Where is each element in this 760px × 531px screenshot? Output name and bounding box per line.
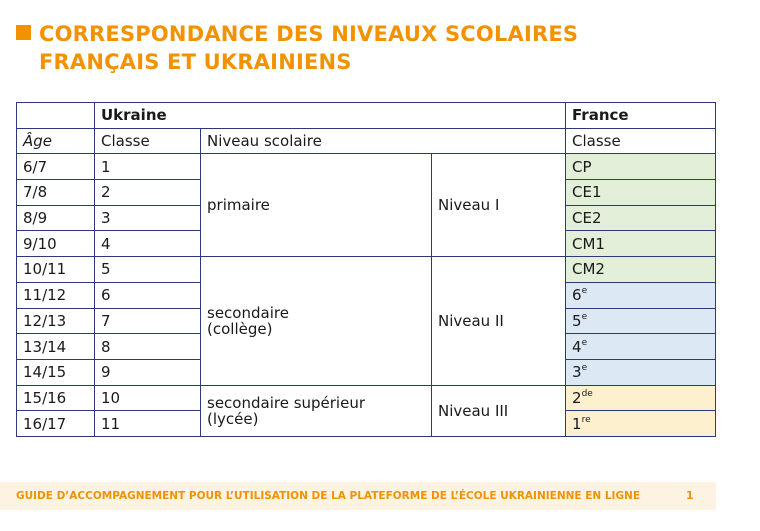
title-line-1: CORRESPONDANCE DES NIVEAUX SCOLAIRES <box>39 22 579 46</box>
table-row <box>17 257 716 283</box>
classe-cell: 11 <box>95 411 201 437</box>
scolaire-text: secondaire <box>207 303 289 322</box>
classe-cell: 10 <box>95 385 201 411</box>
niveau-cell: Niveau II <box>432 257 566 385</box>
scolaire-subtext: (collège) <box>207 319 273 338</box>
title-line-2: FRANÇAIS ET UKRAINIENS <box>39 50 352 74</box>
fr-classe-cell: CE1 <box>566 180 716 206</box>
table-subheader-row <box>17 128 716 154</box>
col-classe-fr: Classe <box>566 128 716 154</box>
classe-cell: 8 <box>95 334 201 360</box>
col-niveau-scolaire: Niveau scolaire <box>201 128 566 154</box>
table-header-row <box>17 103 716 129</box>
header-ukraine: Ukraine <box>95 103 566 129</box>
footer-text: GUIDE D’ACCOMPAGNEMENT POUR L’UTILISATION DE LA PLATEFORME DE L’ÉCOLE UKRAINIENNE EN LIGNE <box>16 490 641 502</box>
fr-classe-cell: 4e <box>566 334 716 360</box>
fr-classe-cell: 1re <box>566 411 716 437</box>
page-title <box>16 20 716 76</box>
age-cell: 11/12 <box>17 282 95 308</box>
footer-bar <box>0 482 716 510</box>
age-cell: 8/9 <box>17 205 95 231</box>
classe-cell: 9 <box>95 359 201 385</box>
classe-cell: 7 <box>95 308 201 334</box>
table-row <box>17 154 716 180</box>
age-cell: 9/10 <box>17 231 95 257</box>
fr-classe-cell: 6e <box>566 282 716 308</box>
orange-square-icon <box>16 25 31 40</box>
fr-classe-cell: 5e <box>566 308 716 334</box>
scolaire-cell <box>201 385 432 436</box>
age-cell: 14/15 <box>17 359 95 385</box>
page-number: 1 <box>686 489 694 502</box>
scolaire-text: primaire <box>207 196 270 215</box>
classe-cell: 4 <box>95 231 201 257</box>
header-france: France <box>566 103 716 129</box>
age-cell: 15/16 <box>17 385 95 411</box>
age-cell: 13/14 <box>17 334 95 360</box>
niveau-cell: Niveau I <box>432 154 566 257</box>
fr-classe-cell: CP <box>566 154 716 180</box>
fr-classe-cell: CE2 <box>566 205 716 231</box>
age-cell: 7/8 <box>17 180 95 206</box>
scolaire-text: secondaire supérieur <box>207 393 365 412</box>
col-classe: Classe <box>95 128 201 154</box>
classe-cell: 6 <box>95 282 201 308</box>
age-cell: 16/17 <box>17 411 95 437</box>
level-correspondence-table <box>16 102 716 437</box>
classe-cell: 1 <box>95 154 201 180</box>
fr-classe-cell: 3e <box>566 359 716 385</box>
fr-classe-cell: CM1 <box>566 231 716 257</box>
table-row <box>17 385 716 411</box>
age-cell: 12/13 <box>17 308 95 334</box>
fr-classe-cell: CM2 <box>566 257 716 283</box>
classe-cell: 5 <box>95 257 201 283</box>
age-cell: 6/7 <box>17 154 95 180</box>
classe-cell: 3 <box>95 205 201 231</box>
classe-cell: 2 <box>95 180 201 206</box>
scolaire-cell <box>201 257 432 385</box>
col-age: Âge <box>17 128 95 154</box>
niveau-cell: Niveau III <box>432 385 566 436</box>
scolaire-subtext: (lycée) <box>207 409 259 428</box>
age-cell: 10/11 <box>17 257 95 283</box>
fr-classe-cell: 2de <box>566 385 716 411</box>
scolaire-cell <box>201 154 432 257</box>
header-empty-cell <box>17 103 95 129</box>
